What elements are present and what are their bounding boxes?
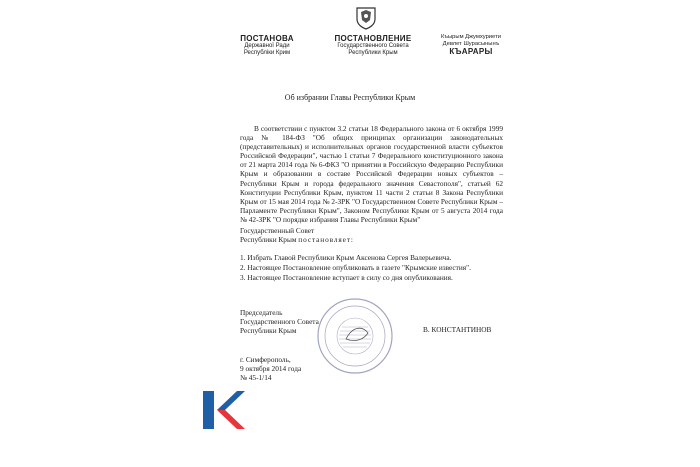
header-left-title: ПОСТАНОВА xyxy=(240,34,294,43)
logo-lower-stroke xyxy=(217,410,245,429)
council-decree: постановляет: xyxy=(298,235,354,245)
place-number: № 45-1/14 xyxy=(240,373,272,383)
header-crimean-tatar xyxy=(425,34,517,57)
header-left-line1: Державної Ради xyxy=(244,43,290,50)
coat-of-arms-icon xyxy=(355,6,377,30)
resolution-items xyxy=(240,253,471,283)
list-item: 1. Избрать Главой Республики Крым Аксенова Сергея Валерьевича. xyxy=(240,253,452,262)
header-left-line2: Республіки Крим xyxy=(243,50,291,57)
logo-bar xyxy=(203,391,214,429)
header-center-line2: Республики Крым xyxy=(348,50,398,57)
header-center-line1: Государственного Совета xyxy=(337,43,409,50)
document-title: Об избрании Главы Республики Крым xyxy=(284,93,416,102)
list-item: 3. Настоящее Постановление вступает в силу со дня опубликования. xyxy=(240,273,453,282)
header-right-line1: Къырым Джумхуриети xyxy=(441,34,501,40)
logo-upper-stroke xyxy=(217,391,245,410)
k-logo-icon xyxy=(203,389,245,431)
signer-name: В. КОНСТАНТИНОВ xyxy=(423,325,492,334)
official-seal-icon xyxy=(316,297,394,375)
header-center-title: ПОСТАНОВЛЕНИЕ xyxy=(334,34,412,43)
council-block xyxy=(240,226,354,244)
place-city: г. Симферополь, xyxy=(240,355,291,364)
header-right-line2: Девлет Шурасынынъ xyxy=(442,40,500,47)
signer-block xyxy=(240,308,319,336)
place-date: 9 октября 2014 года xyxy=(240,364,302,374)
signer-line3: Республики Крым xyxy=(240,326,297,336)
list-item: 2. Настоящее Постановление опубликовать в газете "Крымские известия". xyxy=(240,263,471,272)
place-date-block xyxy=(240,355,301,383)
header-russian xyxy=(318,34,428,57)
preamble-text: В соответствии с пунктом 3.2 статьи 18 Федерального закона от 6 октября 1999 года № 184-ФЗ "Об общих принципах организации законодательных (представительных) и исполнительных органов государственной власти субъектов Российской Федерации", частью 1 статьи 7 Федерального конституционного закона от 21 марта 2014 года № 6-ФКЗ "О принятии в Российскую Федерацию Республики Крым и образовании в составе Российской Федерации новых субъектов – Республики Крым и города федерального значения Севастополя", статьей 62 Конституции Республики Крым, пунктом 11 части 2 статьи 8 Закона Республики Крым от 15 мая 2014 года № 2-ЗРК "О Государственном Совете Республики Крым – Парламенте Республики Крым", Законом Республики Крым от 5 августа 2014 года № 42-ЗРК "О порядке избрания Главы Республики Крым" xyxy=(240,124,503,224)
council-line1: Государственный Совет xyxy=(240,226,315,235)
signer-line1: Председатель xyxy=(240,308,283,317)
council-line2: Республики Крым xyxy=(240,235,297,245)
signer-line2: Государственного Совета xyxy=(240,317,319,327)
header-ukrainian xyxy=(222,34,312,57)
header-right-title: КЪАРАРЫ xyxy=(449,47,493,57)
